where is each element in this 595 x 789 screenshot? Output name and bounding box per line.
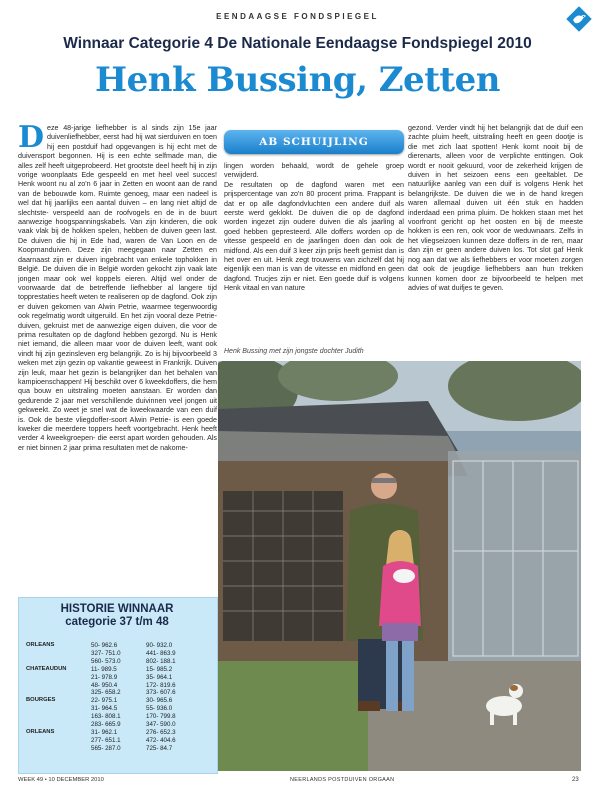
table-row xyxy=(26,674,176,682)
history-v1-cell: 163- 808.1 xyxy=(91,713,121,721)
history-loc-cell xyxy=(26,650,91,658)
table-row xyxy=(26,689,176,697)
history-v1-cell: 31- 964.5 xyxy=(91,705,118,713)
history-v2-cell: 802- 188.1 xyxy=(146,657,176,665)
history-loc-cell xyxy=(26,682,91,690)
history-loc-cell: ORLEANS xyxy=(26,728,55,735)
history-title-line-1: HISTORIE WINNAAR xyxy=(60,603,174,615)
history-title xyxy=(18,603,216,629)
history-v2-cell: 172- 819.6 xyxy=(146,681,176,689)
article-column-3 xyxy=(408,124,583,364)
table-row xyxy=(26,745,176,753)
table-row xyxy=(26,650,176,658)
history-v2-cell: 170- 799.8 xyxy=(146,713,176,721)
history-v1-cell: 283- 665.9 xyxy=(91,721,121,729)
history-v2-cell: 472- 404.6 xyxy=(146,736,176,744)
table-row xyxy=(26,697,176,705)
history-loc-cell: CHATEAUDUN xyxy=(26,665,67,672)
history-v1-cell: 560- 573.0 xyxy=(91,657,121,665)
history-table xyxy=(26,642,176,753)
article-headline: Winnaar Categorie 4 De Nationale Eendaagse Fondspiegel 2010 xyxy=(63,35,532,52)
history-v1-cell: 327- 751.0 xyxy=(91,649,121,657)
paragraph: gezond. Verder vindt hij het belangrijk dat de duif een zachte pluim heeft, uitstraling heeft en geen dootje is die met zich laat spotten! Henk komt nooit bij de dierenarts, alleen voor de verplichte enttingen. Ook wordt er nooit gekuurd, voor de zekerheid krijgen de duiven in het seizoen eens een geeltablet. De natuurlijke aanleg van een duif is volgens Henk het belangrijkste. De duiven die we in de hand kregen waren allemaal duiven uit één stuk en hadden inderdaad een prima pluim. De hokken staan met het voorfront gericht op het oosten en bij de meeste hokken is een ren, ook voor de weduwnaars. Zelfs in het vliegseizoen kunnen deze doffers in de ren, maar dan zijn er geen andere duiven los. Tot slot gaf Henk nog aan dat we als liefhebbers er voor moeten zorgen dat ook de jeugdige liefhebbers aan hun trekken kunnen komen door ze bijvoorbeeld te helpen met advies of wat duifjes te geven. xyxy=(408,124,583,292)
history-v1-cell: 22- 975.1 xyxy=(91,697,118,705)
history-loc-cell xyxy=(26,713,91,721)
article-title: Henk Bussing, Zetten xyxy=(95,60,500,100)
history-v2-cell: 30- 965.6 xyxy=(146,697,173,705)
page-number: 23 xyxy=(572,777,579,783)
history-loc-cell xyxy=(26,689,91,697)
article-column-1 xyxy=(18,124,217,589)
history-v2-cell: 441- 863.9 xyxy=(146,649,176,657)
history-loc-cell xyxy=(26,737,91,745)
table-row xyxy=(26,721,176,729)
article-column-2 xyxy=(224,162,404,392)
table-row xyxy=(26,713,176,721)
history-loc-cell xyxy=(26,721,91,729)
footer-publication: NEERLANDS POSTDUIVEN ORGAAN xyxy=(290,777,395,783)
paragraph: De resultaten op de dagfond waren met een prijspercentage van zo'n 80 procent prima. Frappant is dat er op alle dagfondvluchten een andere duif als eerste werd geklokt. De duiven die op de dagfond worden ingezet zijn oudere duiven die als jaarling al goed hebben gepresteerd. Alle doffers worden op de vitesse gespeeld en de jaarlingen doen dan ook de midfond. Als een duif 3 keer zijn prijs heeft gemist dan is het over en uit. Henk zegt trouwens van zichzelf dat hij eigenlijk een man is van de vitesse en midfond en geen dagfond. Trucjes zijn er niet. Een goede duif is volgens Henk vitaal en van nature xyxy=(224,180,404,293)
history-v2-cell: 90- 932.0 xyxy=(146,642,173,649)
photo-man-and-girl-at-pigeon-loft xyxy=(218,361,581,771)
history-v1-cell: 21- 978.9 xyxy=(91,673,118,681)
footer-date: WEEK 49 • 10 DECEMBER 2010 xyxy=(18,777,104,783)
table-row xyxy=(26,642,176,650)
history-v2-cell: 55- 936.0 xyxy=(146,705,173,713)
history-v1-cell: 50- 962.6 xyxy=(91,642,118,649)
paragraph: eze 48-jarige liefhebber is al sinds zijn 15e jaar duivenliefhebber, eerst had hij wat sierduiven en toen hij een postduif had opgevangen is hij echt met de duivensport begonnen. Hij is een echte selfmade man, die alles zelf heeft uitgeprobeerd. Het grootste deel heeft hij in zijn vorige woonplaats Ede gespeeld en met heel veel succes! Henk woont nu al zo'n 6 jaar in Zetten en woont aan de rand van de bebouwde kom. Ruimte genoeg, maar een nadeel is wel dat hij jaarlijks een aantal duiven – en lang niet altijd de slechtste- verspeeld aan de roofvogels en de in de buurt aanwezige hoogspanningskabels. Van zijn kinderen, die ook vaak vlak bij de hokken spelen, hebben de duiven geen last. De duiven die hij in Ede had, waren de Van Loon en de Koopmanduiven. Deze zijn meegegaan naar Zetten en daarnaast zijn er duiven ingebracht van enkele tophokken in België. De duiven die in België worden gekocht zijn vaak late jongen maar ook wel koppels eieren. Altijd wel onder de voorwaarde dat de betreffende liefhebber al langere tijd topprestaties heeft weten te realiseren op de dagfond. Ook zijn er duiven gekomen van Alwin Petrie, waarmee tegenwoordig ook regelmatig wordt uitgeruild. En het zijn vooral deze Petrie-duiven, gekruist met de aanwezige eigen duiven, die voor de prima resultaten op de dagfond hebben gezorgd. Nu is Henk niet iemand, die alleen maar voor de duiven leeft, want ook vindt hij zijn gezinsleven erg belangrijk. Zo is hij bijvoorbeeld 3 weken met zijn gezin op vakantie geweest in Frankrijk. Duiven zijn leuk, maar het gezin is belangrijker dan het behalen van kampioenschappen! Hij beschikt over 6 kweekdoffers, die hem qua bouw en uitstraling moeten aanstaan. Er worden dan gedurende 2 jaar met verschillende duivinnen veel jongen uit gekweekt. Zo weet je snel wat de kweekwaarde van een duif is. Ook de beste vliegdoffer-soort Alwin Petrie- is een goede kweker die meerdere toppers heeft voortgebracht. Henk heeft verder 4 kweekgroepen- die eerst apart worden gehouden. Als er niet binnen 2 jaar prima resultaten met de nakome- xyxy=(18,124,217,452)
history-v1-cell: 31- 962.1 xyxy=(91,728,118,736)
history-v1-cell: 325- 658.2 xyxy=(91,689,121,697)
history-v2-cell: 276- 652.3 xyxy=(146,728,176,736)
history-v2-cell: 373- 607.6 xyxy=(146,689,176,697)
history-v2-cell: 35- 964.1 xyxy=(146,673,173,681)
table-row xyxy=(26,729,176,737)
history-loc-cell: BOURGES xyxy=(26,697,56,704)
history-v1-cell: 277- 651.1 xyxy=(91,736,121,744)
history-title-line-2: categorie 37 t/m 48 xyxy=(65,616,169,628)
history-v1-cell: 48- 950.4 xyxy=(91,681,118,689)
history-v2-cell: 725- 84.7 xyxy=(146,744,173,752)
history-loc-cell xyxy=(26,658,91,666)
table-row xyxy=(26,666,176,674)
paragraph: lingen worden behaald, wordt de gehele groep verwijderd. xyxy=(224,162,404,180)
history-v1-cell: 565- 287.0 xyxy=(91,744,121,752)
history-loc-cell: ORLEANS xyxy=(26,642,55,648)
table-row xyxy=(26,705,176,713)
history-loc-cell xyxy=(26,705,91,713)
history-v2-cell: 347- 590.0 xyxy=(146,721,176,729)
author-badge: AB SCHUIJLING xyxy=(224,130,404,154)
section-kicker: EENDAAGSE FONDSPIEGEL xyxy=(216,12,379,21)
history-v1-cell: 11- 989.5 xyxy=(91,665,117,673)
table-row xyxy=(26,682,176,690)
pigeon-logo-icon xyxy=(566,6,592,32)
photo-caption: Henk Bussing met zijn jongste dochter Judith xyxy=(224,348,364,355)
drop-cap: D xyxy=(18,124,45,155)
table-row xyxy=(26,658,176,666)
table-row xyxy=(26,737,176,745)
history-v2-cell: 15- 985.2 xyxy=(146,665,173,673)
history-loc-cell xyxy=(26,674,91,682)
history-loc-cell xyxy=(26,745,91,753)
